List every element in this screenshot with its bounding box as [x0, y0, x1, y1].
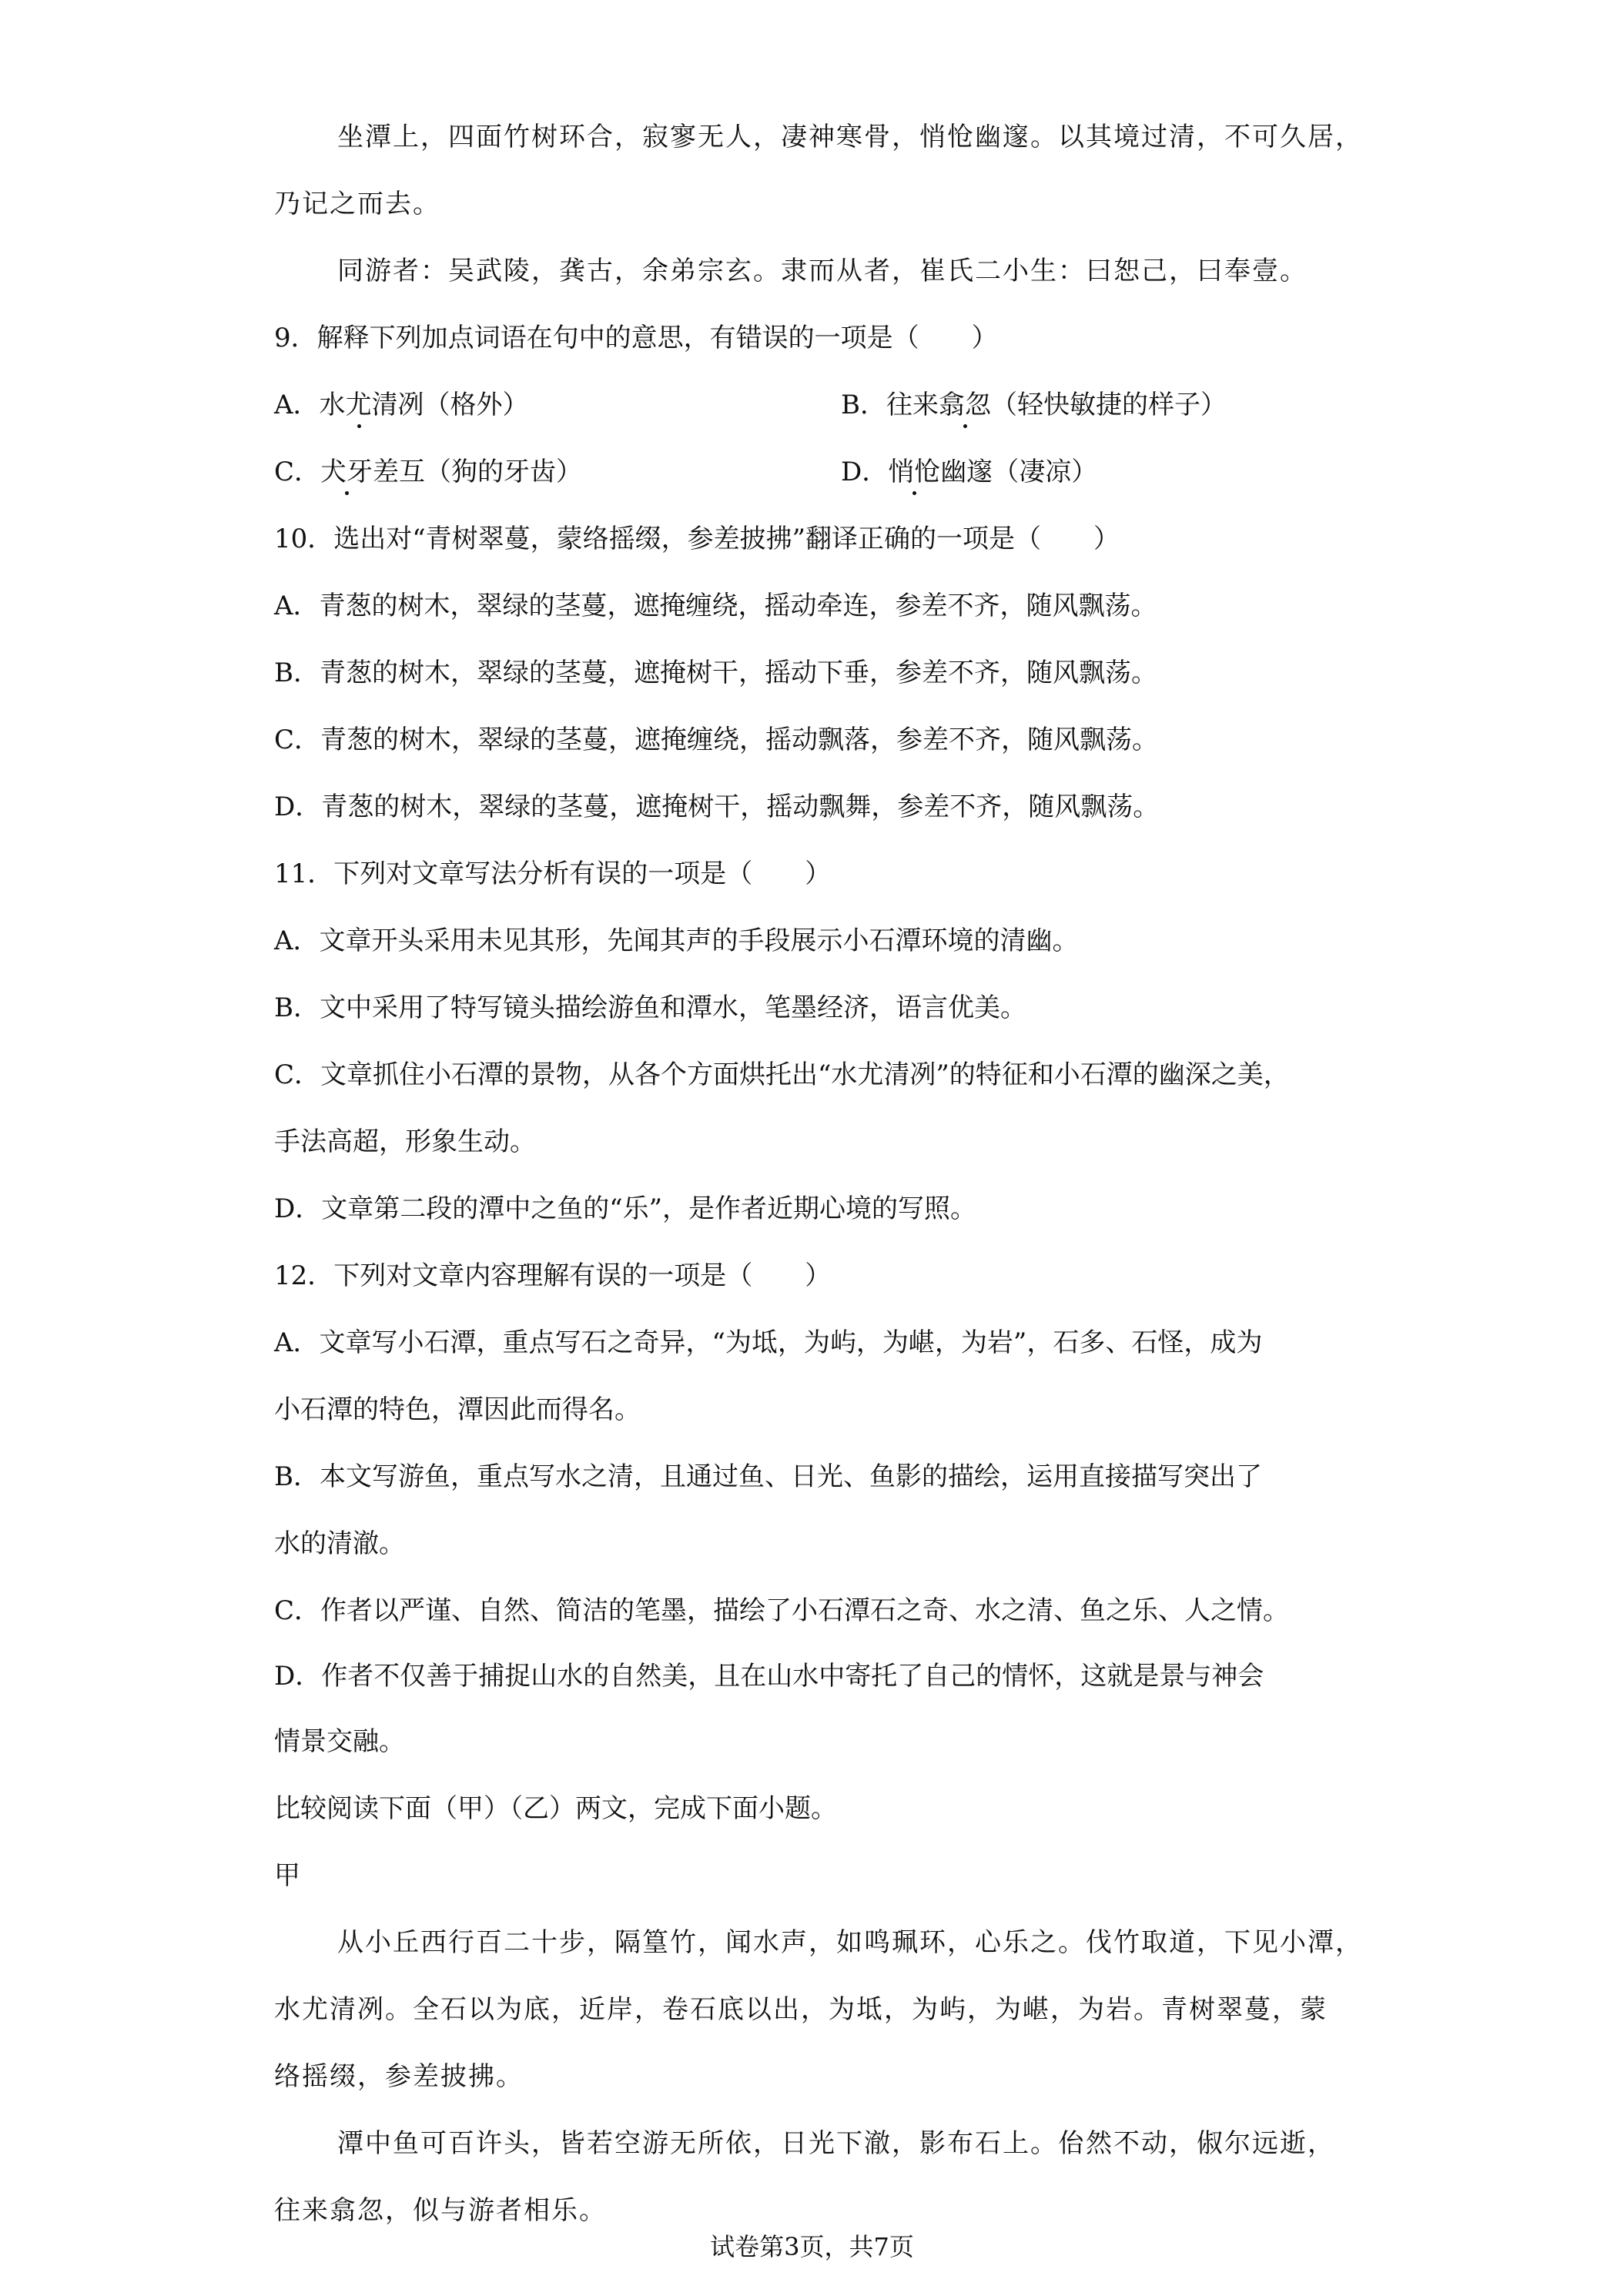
q12-option-a: A．文章写小石潭，重点写石之奇异，“为坻，为屿，为嵁，为岩”，石多、石怪，成为 — [274, 1327, 1263, 1358]
passage-jia-line: 水尤清冽。全石以为底，近岸，卷石底以出，为坻，为屿，为嵁，为岩。青树翠蔓，蒙 — [274, 1994, 1328, 2025]
option-prefix: C． — [274, 457, 321, 487]
passage-paragraph-line: 乃记之而去。 — [274, 189, 440, 219]
q12-option-a-continued: 小石潭的特色，潭因此而得名。 — [274, 1394, 641, 1425]
q12-option-b-continued: 水的清澈。 — [274, 1528, 405, 1559]
passage-jia-line: 从小丘西行百二十步，隔篁竹，闻水声，如鸣珮环，心乐之。伐竹取道，下见小潭， — [337, 1927, 1363, 1958]
q9-option-d — [841, 455, 1097, 489]
dotted-word: 尤 — [345, 390, 372, 420]
question-10-stem: 10．选出对“青树翠蔓，蒙络摇缀，参差披拂”翻译正确的一项是（ ） — [274, 524, 1120, 554]
dotted-word: 悄怆 — [888, 457, 941, 487]
q9-option-c — [274, 455, 582, 489]
question-11-stem: 11．下列对文章写法分析有误的一项是（ ） — [274, 858, 832, 889]
q12-option-b: B．本文写游鱼，重点写水之清，且通过鱼、日光、鱼影的描绘，运用直接描写突出了 — [274, 1461, 1262, 1492]
question-9-stem: 9．解释下列加点词语在句中的意思，有错误的一项是（ ） — [274, 323, 998, 353]
option-suffix: （轻快敏捷的样子） — [991, 390, 1227, 420]
q10-option-b: B．青葱的树木，翠绿的茎蔓，遮掩树干，摇动下垂，参差不齐，随风飘荡。 — [274, 658, 1157, 688]
passage-paragraph-line: 坐潭上，四面竹树环合，寂寥无人，凄神寒骨，悄怆幽邃。以其境过清，不可久居， — [337, 122, 1363, 152]
passage-jia-line: 往来翕忽，似与游者相乐。 — [274, 2195, 607, 2226]
q11-option-d: D．文章第二段的潭中之鱼的“乐”，是作者近期心境的写照。 — [274, 1193, 977, 1224]
q11-option-c-continued: 手法高超，形象生动。 — [274, 1126, 536, 1157]
option-suffix: 幽邃（凄凉） — [940, 457, 1098, 487]
passage-label-jia: 甲 — [274, 1860, 300, 1891]
q9-option-b — [841, 388, 1227, 422]
passage-jia-line: 络摇缀，参差披拂。 — [274, 2061, 524, 2092]
q11-option-a: A．文章开头采用未见其形，先闻其声的手段展示小石潭环境的清幽。 — [274, 925, 1079, 956]
comparison-reading-instruction: 比较阅读下面（甲）（乙）两文，完成下面小题。 — [274, 1793, 837, 1824]
q12-option-c: C．作者以严谨、自然、简洁的笔墨，描绘了小石潭石之奇、水之清、鱼之乐、人之情。 — [274, 1595, 1290, 1626]
option-prefix: A．水 — [274, 390, 346, 420]
passage-paragraph-line: 同游者：吴武陵，龚古，余弟宗玄。隶而从者，崔氏二小生：曰恕己，曰奉壹。 — [337, 256, 1308, 286]
q10-option-a: A．青葱的树木，翠绿的茎蔓，遮掩缠绕，摇动牵连，参差不齐，随风飘荡。 — [274, 591, 1157, 621]
page-footer: 试卷第3页，共7页 — [710, 2232, 914, 2261]
q9-option-a — [274, 388, 529, 422]
q12-option-d-continued: 情景交融。 — [274, 1726, 405, 1757]
option-prefix: B．往来 — [841, 390, 939, 420]
option-prefix: D． — [841, 457, 889, 487]
option-suffix: 清冽（格外） — [371, 390, 529, 420]
dotted-word: 犬牙 — [320, 457, 373, 487]
passage-jia-line: 潭中鱼可百许头，皆若空游无所依，日光下澈，影布石上。佁然不动，俶尔远逝， — [337, 2128, 1335, 2159]
q10-option-c: C．青葱的树木，翠绿的茎蔓，遮掩缠绕，摇动飘落，参差不齐，随风飘荡。 — [274, 725, 1159, 755]
q10-option-d: D．青葱的树木，翠绿的茎蔓，遮掩树干，摇动飘舞，参差不齐，随风飘荡。 — [274, 792, 1160, 822]
q12-option-d: D．作者不仅善于捕捉山水的自然美，且在山水中寄托了自己的情怀，这就是景与神会 — [274, 1661, 1264, 1692]
dotted-word: 翕忽 — [939, 390, 991, 420]
question-12-stem: 12．下列对文章内容理解有误的一项是（ ） — [274, 1260, 832, 1291]
q11-option-c: C．文章抓住小石潭的景物，从各个方面烘托出“水尤清冽”的特征和小石潭的幽深之美， — [274, 1059, 1290, 1090]
option-suffix: 差互（狗的牙齿） — [373, 457, 583, 487]
q11-option-b: B．文中采用了特写镜头描绘游鱼和潭水，笔墨经济，语言优美。 — [274, 992, 1026, 1023]
